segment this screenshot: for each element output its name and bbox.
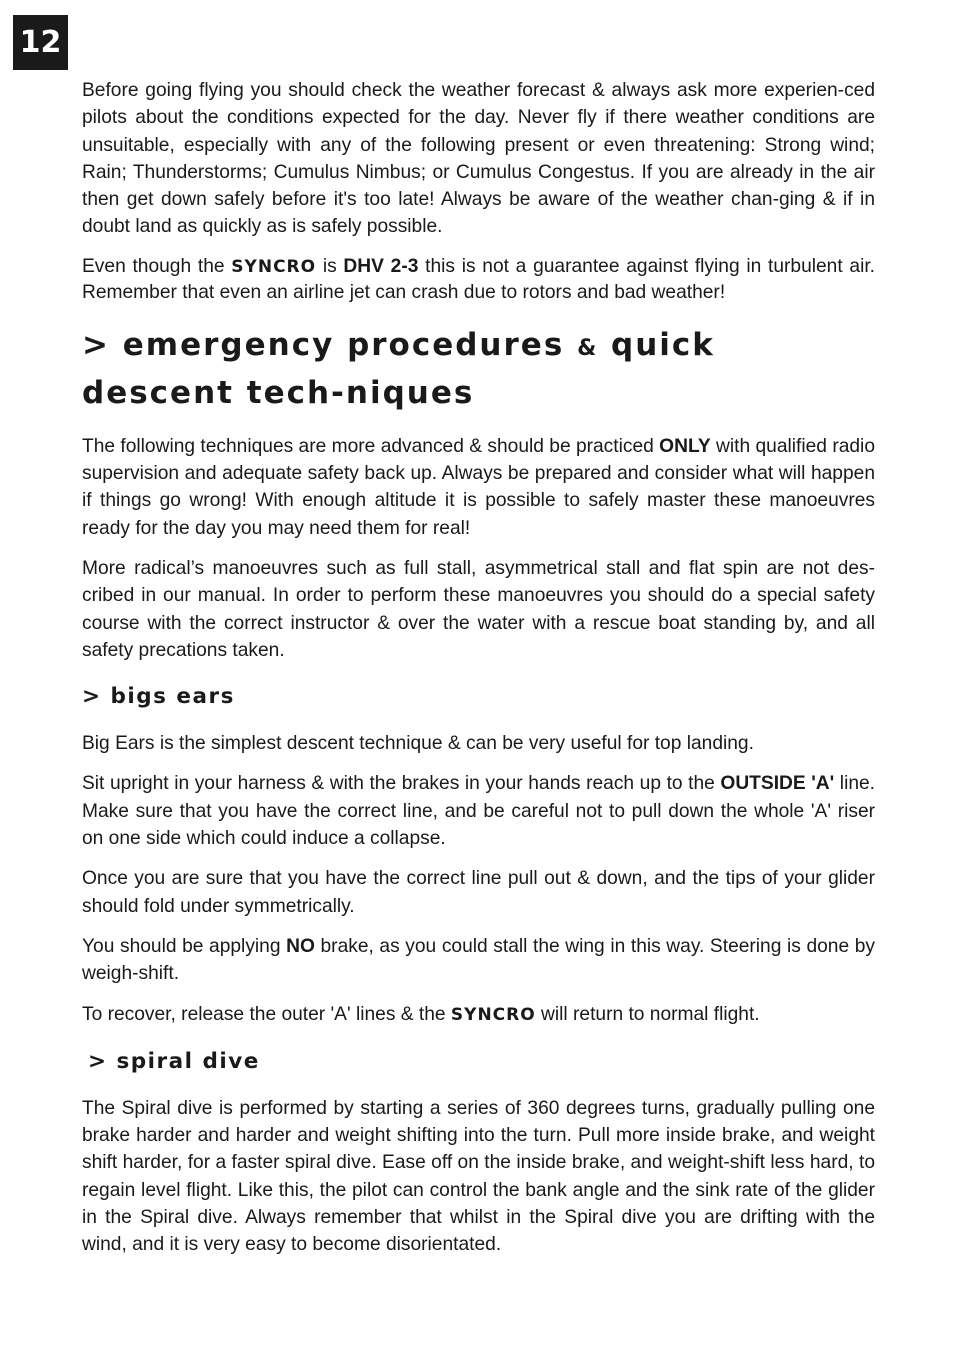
rating-paragraph: Even though the SYNCRO is DHV 2-3 this is not a guarantee against flying in turbulent air. Remember that even an airline jet can crash due to rotors and bad weather!: [82, 255, 875, 303]
section-heading-emergency: > emergency procedures & quick descent tech-niques: [82, 326, 715, 411]
big-ears-intro: Big Ears is the simplest descent technique & can be very useful for top landing.: [82, 733, 754, 755]
big-ears-step-1: Sit upright in your harness & with the brakes in your hands reach up to the OUTSIDE 'A' line. Make sure that you have the correct line, and be careful not to pull down the whole 'A' riser on one side which could induce a collapse.: [82, 773, 875, 850]
subheading-spiral-dive: > spiral dive: [88, 1048, 260, 1074]
radical-manoeuvres-paragraph: More radical’s manoeuvres such as full stall, asymmetrical stall and flat spin are not des-cribed in our manual. In order to perform these manoeuvres you should do a special safety course with the correct instructor & over the water with a rescue boat standing by, and all safety precations taken.: [82, 557, 875, 661]
page-number: 12: [13, 15, 68, 70]
page-content: [82, 77, 875, 1272]
big-ears-step-2: Once you are sure that you have the correct line pull out & down, and the tips of your glider should fold under symmetrically.: [82, 868, 875, 917]
techniques-paragraph: The following techniques are more advanced & should be practiced ONLY with qualified radio supervision and adequate safety back up. Always be prepared and consider what will happen if things go wrong! With enough altitude it is possible to safely master these manoeuvres ready for the day you may need them for real!: [82, 435, 875, 539]
subheading-big-ears: > bigs ears: [82, 684, 235, 710]
weather-paragraph: Before going flying you should check the weather forecast & always ask more experien-ced pilots about the conditions expected for the day. Never fly if there weather conditions are unsuitable, especially with any of the following present or even threatening: Strong wind; Rain; Thunderstorms; Cumulus Nimbus; or Cumulus Congestus. If you are already in the air then get down safely before it's too late! Always be aware of the weather chan-ging & if in doubt land as quickly as is safely possible.: [82, 80, 875, 238]
spiral-dive-paragraph: The Spiral dive is performed by starting a series of 360 degrees turns, gradually pulling one brake harder and harder and weight shifting into the turn. Pull more inside brake, and weight shift harder, for a faster spiral dive. Ease off on the inside brake, and weight-shift less hard, to regain level flight. Like this, the pilot can control the bank angle and the sink rate of the glider in the Spiral dive. Always remember that whilst in the Spiral dive you are drifting with the wind, and it is very easy to become disorientated.: [82, 1097, 875, 1256]
brand-name: SYNCRO: [450, 1004, 536, 1025]
certification-rating: DHV 2-3: [343, 255, 419, 277]
big-ears-recovery: To recover, release the outer 'A' lines & the SYNCRO will return to normal flight.: [82, 1003, 760, 1025]
big-ears-step-3: You should be applying NO brake, as you could stall the wing in this way. Steering is done by weigh-shift.: [82, 935, 875, 985]
brand-name: SYNCRO: [231, 256, 317, 277]
